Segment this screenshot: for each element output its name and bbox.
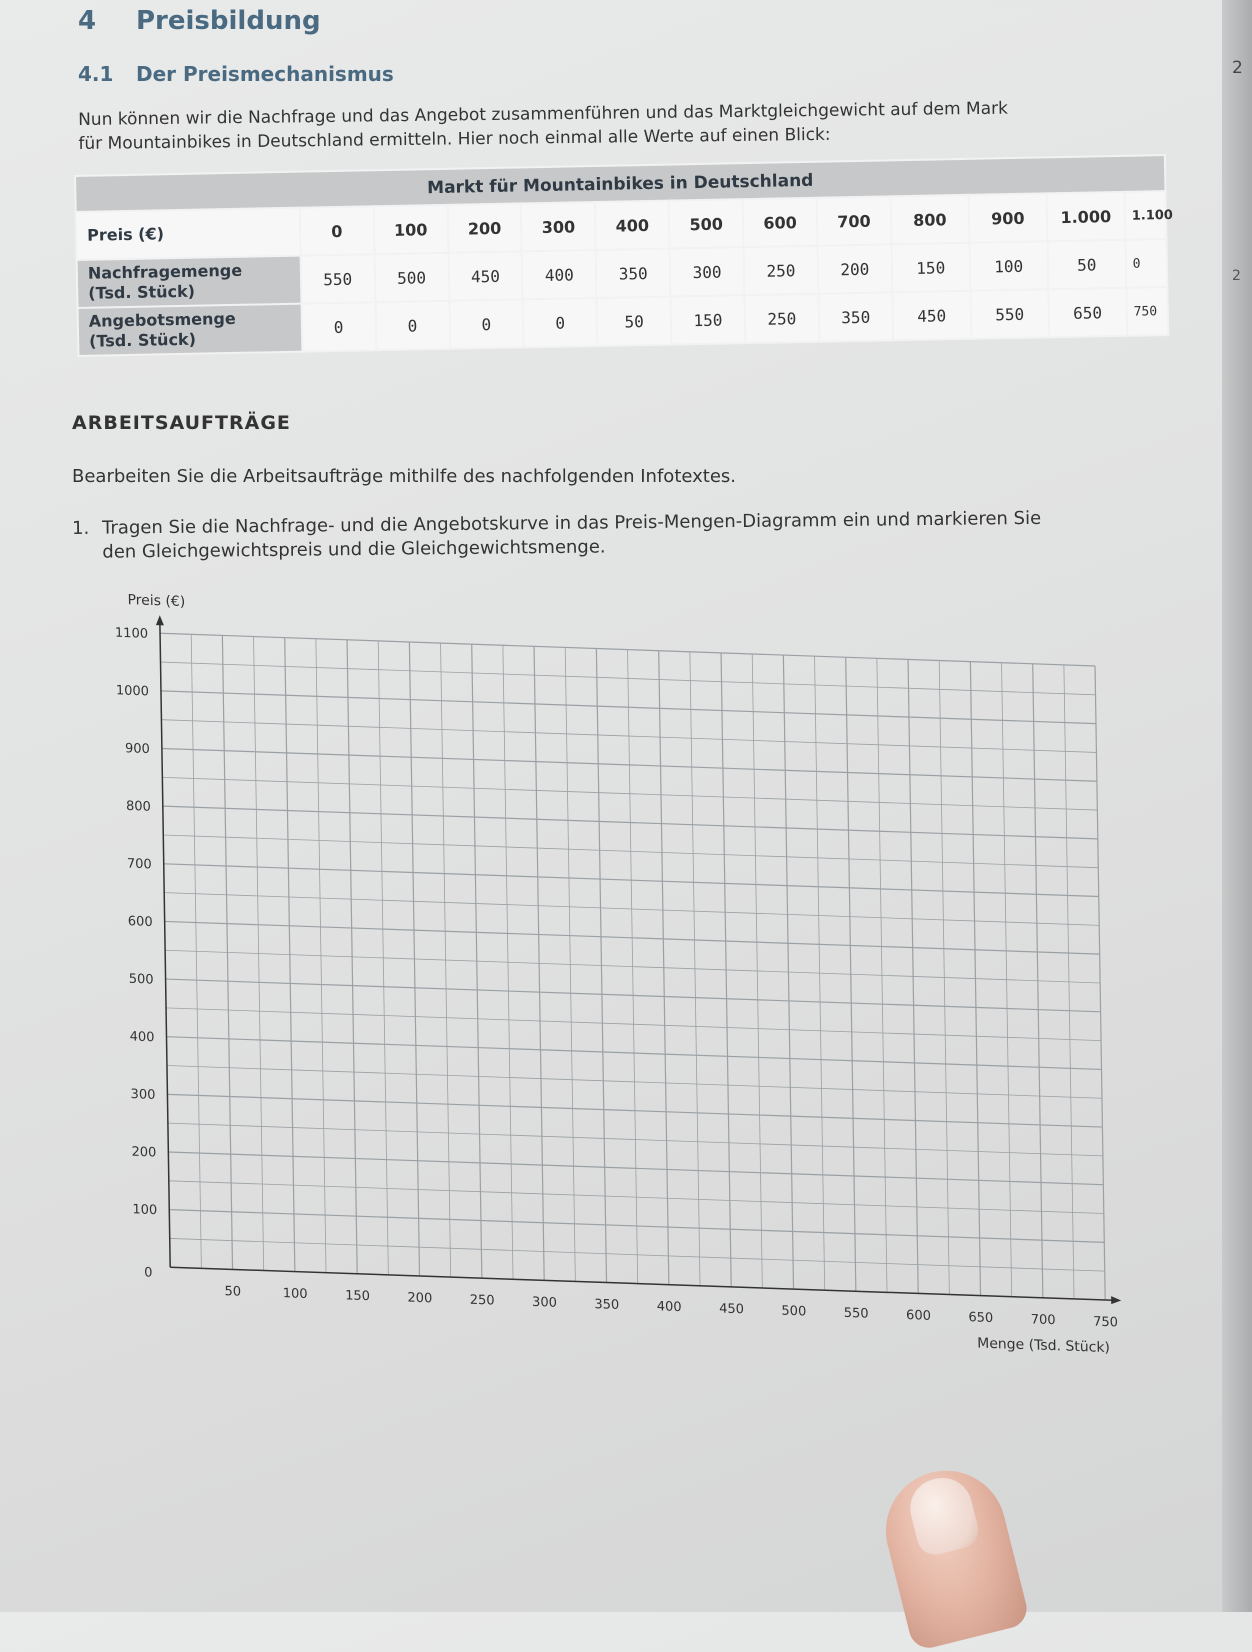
tasks-heading: ARBEITSAUFTRÄGE [72,412,291,434]
table-cell: 500 [669,199,744,248]
task-1-number: 1. [72,517,90,539]
x-tick-label: 450 [719,1301,745,1318]
y-tick-label: 300 [130,1087,156,1103]
page-number: 2 [1232,58,1243,78]
row-label-supply-line1: Angebotsmenge [88,308,236,331]
table-cell: 150 [671,295,746,344]
table-cell: 50 [597,297,672,346]
chapter-title: Preisbildung [136,6,321,36]
y-axis-line [160,619,170,1267]
table-cell: 600 [743,198,818,247]
row-label-demand-line1: Nachfragemenge [87,260,243,283]
task-1-line-1: Tragen Sie die Nachfrage- und die Angebotskurve in das Preis-Mengen-Diagramm ein und markieren Sie [102,507,1042,539]
table-cell: 350 [818,292,893,341]
table-cell: 550 [300,254,375,303]
y-tick-label: 700 [126,856,152,873]
y-tick-label: 1000 [115,683,150,700]
table-cell: 700 [817,196,892,245]
chart-axes [156,615,1121,1304]
table-cell: 0 [449,299,524,348]
y-axis-label: Preis (€) [127,592,186,611]
intro-line-1: Nun können wir die Nachfrage und das Angebot zusammenführen und das Marktgleichgewicht auf dem Mark [78,98,1009,130]
x-tick-label: 750 [1093,1314,1119,1331]
table-cell: 650 [1048,288,1127,337]
intro-line-2: für Mountainbikes in Deutschland ermitteln. Hier noch einmal alle Werte auf einen Blick: [78,124,831,154]
table-cell: 250 [744,294,819,343]
x-tick-label: 0 [144,1265,153,1281]
table-cell: 0 [375,301,450,350]
x-tick-label: 350 [594,1297,620,1313]
table-cell: 0 [523,298,598,347]
x-tick-label: 600 [906,1307,932,1324]
x-tick-label: 550 [843,1305,869,1322]
x-tick-label: 500 [781,1303,807,1320]
y-tick-label: 200 [131,1144,157,1161]
y-tick-label: 600 [127,914,153,931]
table-cell: 0 [1125,239,1167,288]
y-tick-label: 500 [128,971,154,988]
x-tick-label: 100 [282,1286,308,1303]
table-cell: 1.000 [1046,192,1125,241]
table-cell: 500 [374,253,449,302]
chapter-number: 4 [78,6,97,36]
table-cell: 1.100 [1124,191,1166,240]
x-tick-label: 650 [968,1310,994,1327]
y-tick-label: 1100 [114,625,149,642]
x-tick-label: 50 [224,1284,242,1300]
x-tick-label: 400 [656,1299,682,1316]
x-tick-labels [144,1265,1118,1330]
table-cell: 450 [448,251,523,300]
y-tick-label: 400 [129,1029,155,1046]
table-caption: Markt für Mountainbikes in Deutschland [75,155,1165,212]
table-cell: 750 [1126,287,1168,336]
section-title: Der Preismechanismus [136,62,394,86]
table-cell: 450 [892,291,971,340]
y-tick-label: 100 [132,1202,158,1219]
table-cell: 0 [299,206,374,255]
table-cell: 100 [373,205,448,254]
section-number: 4.1 [78,62,114,86]
row-label-price: Preis (€) [76,208,301,260]
table-cell: 400 [522,250,597,299]
x-tick-label: 250 [469,1292,495,1309]
table-cell: 350 [596,249,671,298]
table-cell: 800 [890,195,969,244]
task-1-line-2: den Gleichgewichtspreis und die Gleichgewichtsmenge. [102,536,606,563]
x-tick-label: 200 [407,1290,433,1307]
table-cell: 0 [301,302,376,351]
x-tick-label: 300 [532,1294,558,1311]
row-label-supply-line2: (Tsd. Stück) [89,329,197,351]
table-cell: 300 [521,202,596,251]
table-cell: 200 [447,203,522,252]
y-tick-labels [115,626,158,1219]
table-cell: 150 [891,243,970,292]
table-cell: 900 [968,193,1047,242]
table-cell: 400 [595,201,670,250]
table-cell: 50 [1047,240,1126,289]
y-tick-label: 900 [124,741,151,758]
y-axis-arrow [156,615,164,625]
table-cell: 200 [817,244,892,293]
tasks-intro: Bearbeiten Sie die Arbeitsaufträge mithilfe des nachfolgenden Infotextes. [72,466,737,487]
table-cell: 250 [744,246,819,295]
row-label-demand-line2: (Tsd. Stück) [88,281,196,303]
side-number: 2 [1232,268,1241,284]
x-axis-label: Menge (Tsd. Stück) [977,1335,1111,1357]
table-cell: 550 [970,289,1049,338]
x-axis-arrow [1111,1296,1121,1304]
x-tick-label: 150 [345,1288,371,1305]
x-tick-label: 700 [1030,1312,1056,1329]
table-cell: 300 [670,247,745,296]
table-cell: 100 [969,241,1048,290]
y-tick-label: 800 [125,798,151,815]
